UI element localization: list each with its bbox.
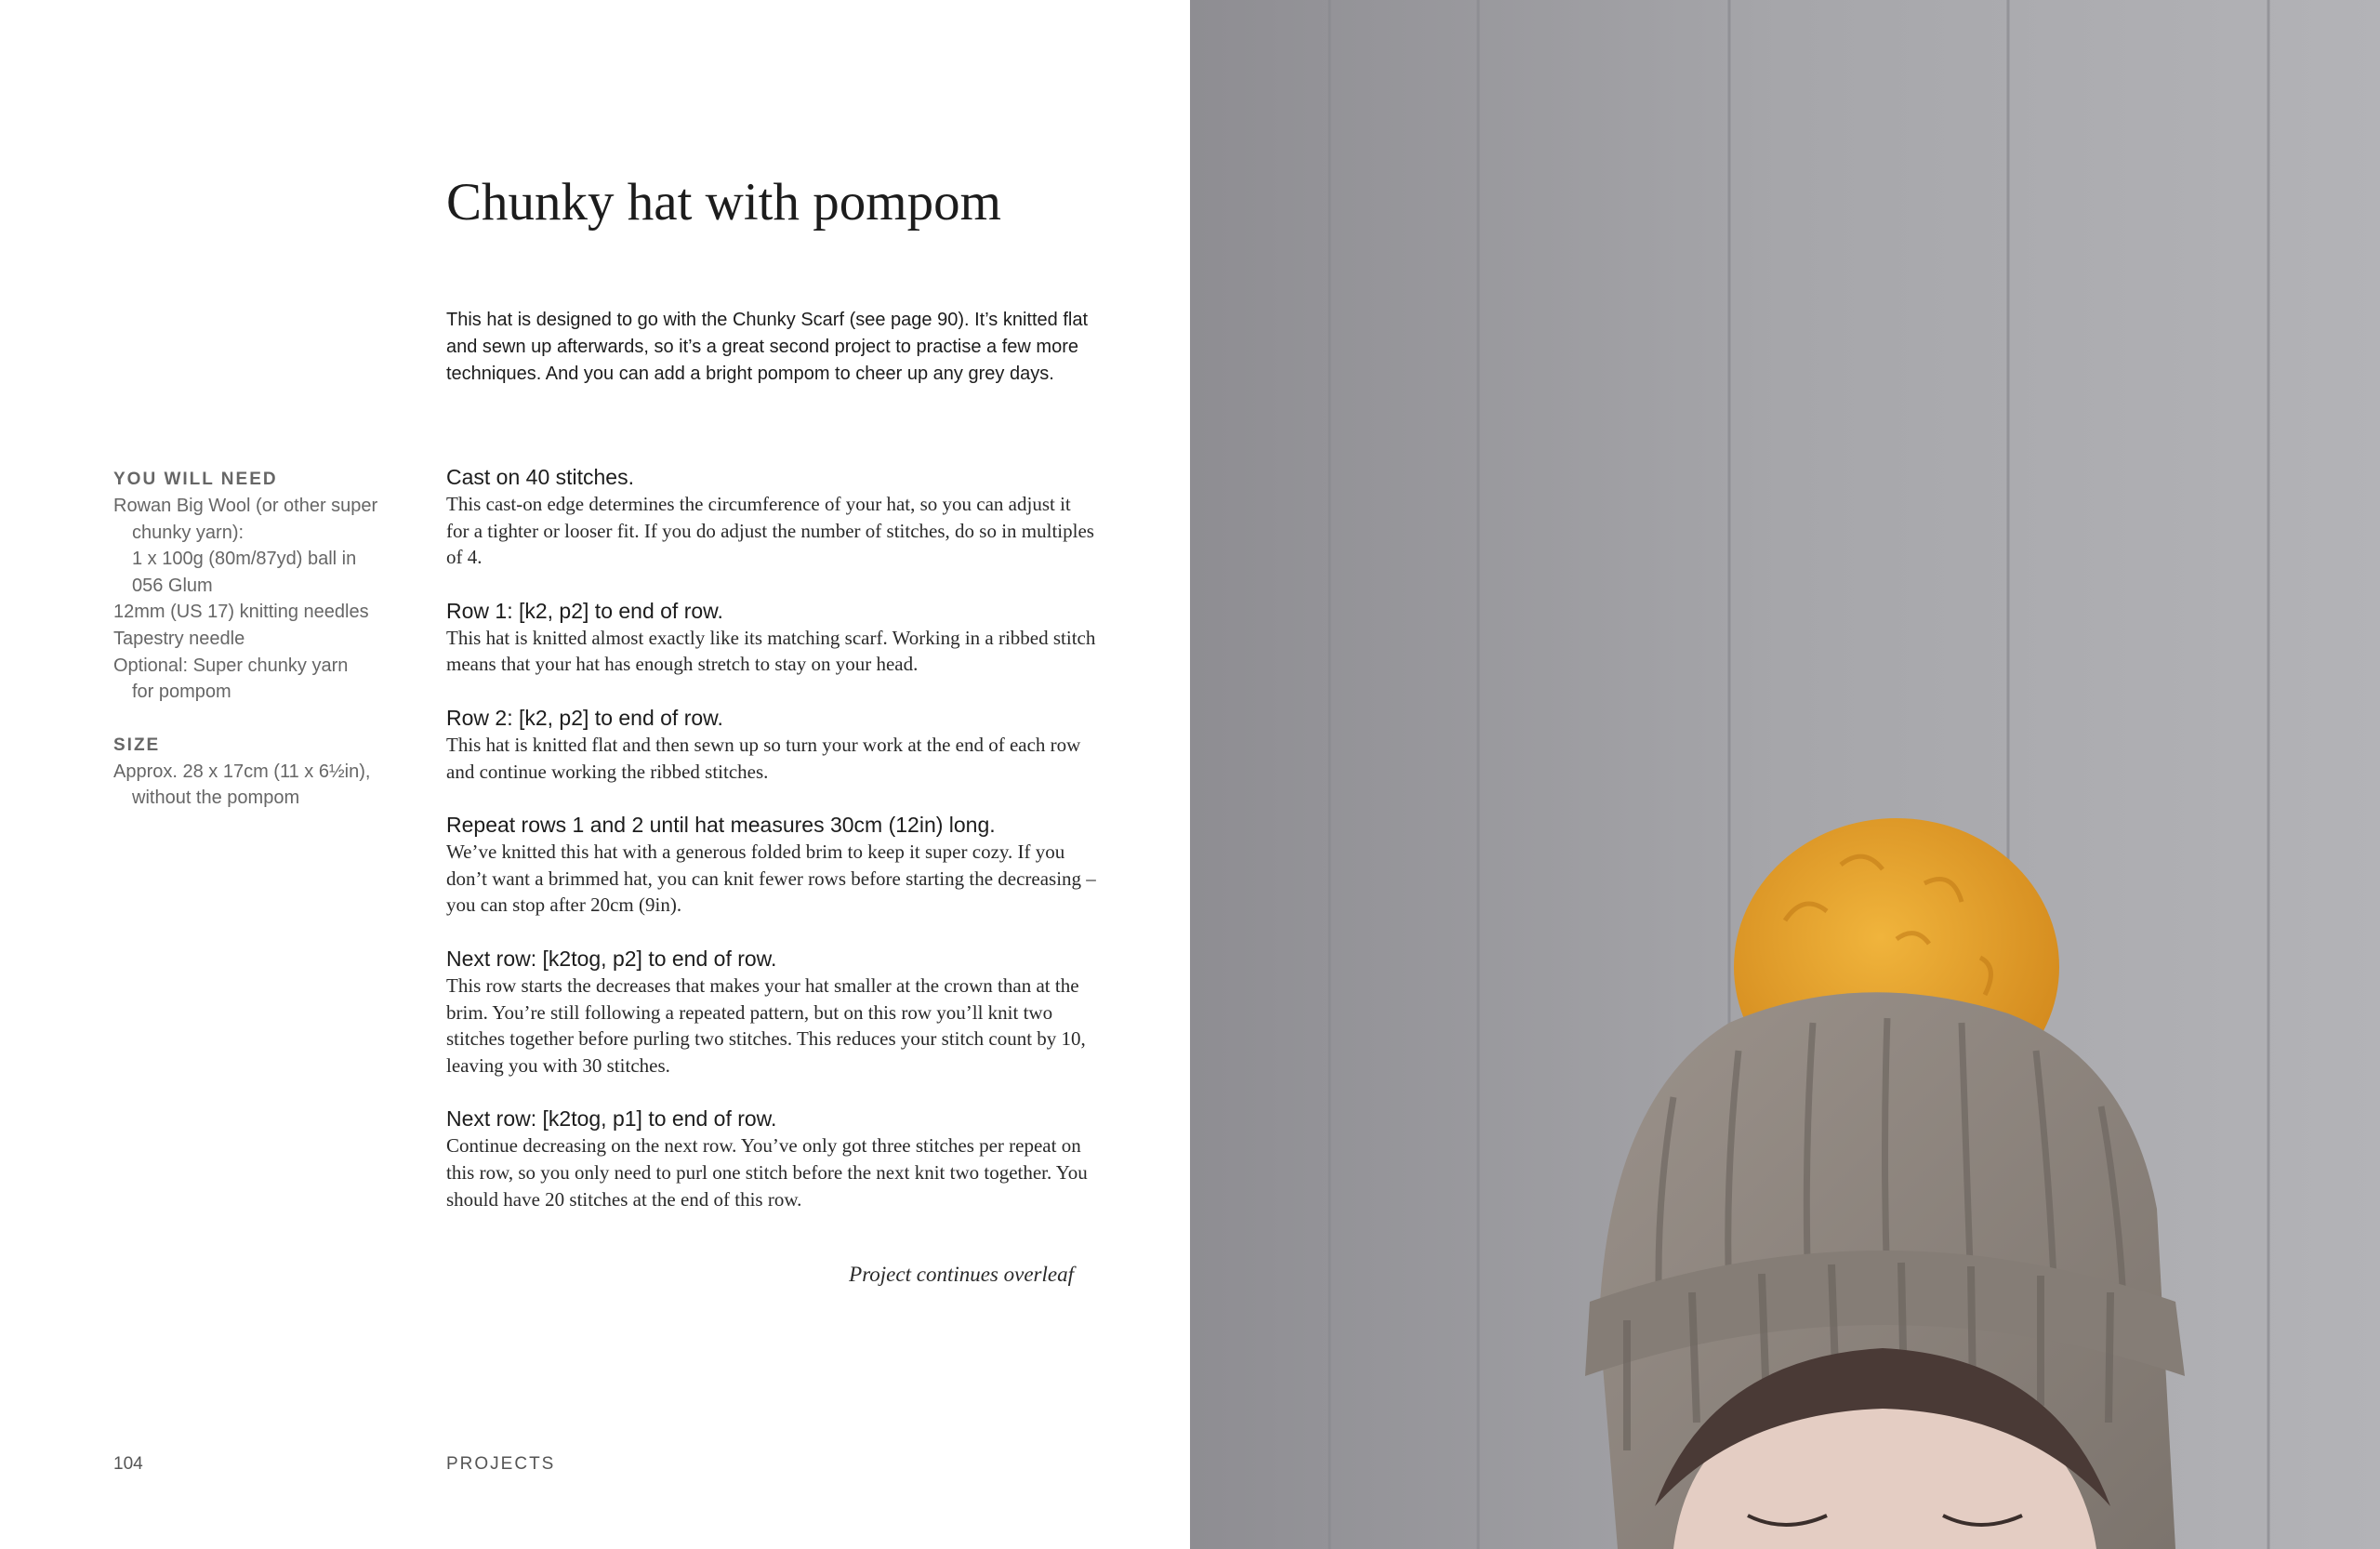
material-line: Optional: Super chunky yarn (113, 655, 349, 676)
material-line: Rowan Big Wool (or other super (113, 496, 378, 516)
material-line: Tapestry needle (113, 628, 245, 649)
step-heading: Row 2: [k2, p2] to end of row. (446, 705, 723, 730)
pattern-step (446, 463, 1097, 571)
step-heading: Repeat rows 1 and 2 until hat measures 30cm (12in) long. (446, 813, 996, 838)
size-list (113, 759, 402, 812)
pattern-step (446, 1105, 1097, 1212)
material-line: 056 Glum (132, 575, 213, 596)
material-line: 1 x 100g (80m/87yd) ball in (132, 549, 357, 570)
pattern-step (446, 945, 1097, 1079)
intro-paragraph: This hat is designed to go with the Chunky Scarf (see page 90). It’s knitted flat and sewn up afterwards, so it’s a great second project to practise a few more techniques. And you can add a bright pompom to cheer up any grey days. (446, 310, 1089, 384)
continues-note: Project continues overleaf (849, 1263, 1074, 1286)
step-body: This cast-on edge determines the circumference of your hat, so you can adjust it for a tighter or looser fit. If you do adjust the number of stitches, do so in multiples of 4. (446, 493, 1094, 569)
you-will-need-heading: YOU WILL NEED (113, 470, 278, 489)
step-heading: Row 1: [k2, p2] to end of row. (446, 598, 723, 623)
pattern-steps (446, 463, 1097, 1238)
step-heading: Next row: [k2tog, p1] to end of row. (446, 1106, 777, 1132)
hat-photo-illustration (1190, 0, 2380, 1549)
materials-list (113, 493, 402, 706)
step-body: This hat is knitted almost exactly like its matching scarf. Working in a ribbed stitch means that your hat has enough stretch to stay on your head. (446, 626, 1096, 676)
step-body: This hat is knitted flat and then sewn up so turn your work at the end of each row and continue working the ribbed stitches. (446, 733, 1081, 783)
step-body: This row starts the decreases that makes your hat smaller at the crown than at the brim. You’re still following a repeated pattern, but on this row you’ll knit two stitches together before purling two stitches. This reduces your stitch count by 10, leaving you with 30 stitches. (446, 973, 1086, 1077)
step-heading: Cast on 40 stitches. (446, 465, 634, 489)
section-label: PROJECTS (446, 1454, 556, 1474)
hat-photo (1190, 0, 2380, 1549)
material-line: for pompom (132, 682, 231, 703)
size-line: Approx. 28 x 17cm (11 x 6½in), (113, 761, 371, 782)
page-title: Chunky hat with pompom (446, 173, 1001, 232)
pattern-step (446, 811, 1097, 919)
size-line: without the pompom (132, 788, 300, 809)
materials-sidebar (113, 467, 402, 812)
step-body: Continue decreasing on the next row. You’ve only got three stitches per repeat on this row, so you only need to purl one stitch before the next knit two together. You should have 20 stitches at the end of this row. (446, 1134, 1088, 1211)
size-heading: SIZE (113, 735, 161, 755)
page-number: 104 (113, 1454, 143, 1474)
material-line: chunky yarn): (132, 522, 245, 543)
pattern-step (446, 704, 1097, 785)
pattern-step (446, 597, 1097, 678)
material-line: 12mm (US 17) knitting needles (113, 602, 369, 623)
step-heading: Next row: [k2tog, p2] to end of row. (446, 946, 777, 971)
step-body: We’ve knitted this hat with a generous folded brim to keep it super cozy. If you don’t want a brimmed hat, you can knit fewer rows before starting the decreasing – you can stop after 20cm (9in). (446, 841, 1096, 917)
size-block (113, 733, 402, 812)
